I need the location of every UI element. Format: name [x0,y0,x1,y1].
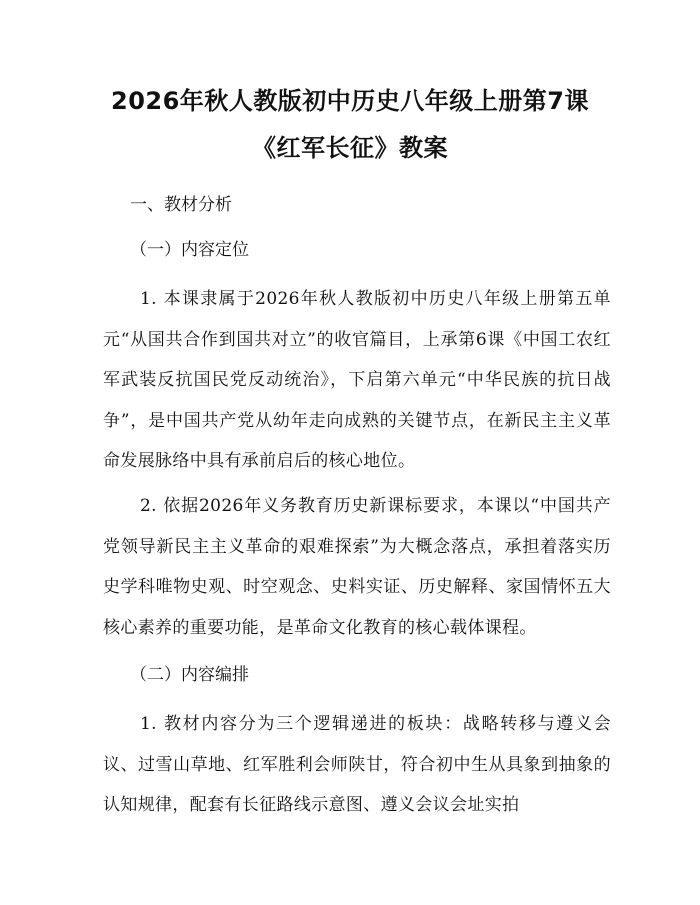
document-title-line-1: 2026年秋人教版初中历史八年级上册第7课 [111,87,589,115]
paragraph-arrangement-1: 1. 教材内容分为三个逻辑递进的板块：战略转移与遵义会议、过雪山草地、红军胜利会师陕甘，符合初中生从具象到抽象的认知规律，配套有长征路线示意图、遵义会议会址实拍 [103,714,611,815]
section-heading-textbook-analysis: 一、教材分析 [130,195,232,215]
subsection-heading-content-positioning: （一）内容定位 [130,240,249,260]
document-title-line-2: 《红军长征》教案 [252,134,448,162]
paragraph-positioning-2: 2. 依据2026年义务教育历史新课标要求，本课以“中国共产党领导新民主主义革命的艰难探索”为大概念落点，承担着落实历史学科唯物史观、时空观念、史料实证、历史解释、家国情怀五大核心素养的重要功能，是革命文化教育的核心载体课程。 [103,496,611,638]
subsection-heading-content-arrangement: （二）内容编排 [130,665,249,685]
paragraph-positioning-1: 1. 本课隶属于2026年秋人教版初中历史八年级上册第五单元“从国共合作到国共对立”的收官篇目，上承第6课《中国工农红军武装反抗国民党反动统治》，下启第六单元“中华民族的抗日战争”，是中国共产党从幼年走向成熟的关键节点，在新民主主义革命发展脉络中具有承前启后的核心地位。 [103,289,611,471]
